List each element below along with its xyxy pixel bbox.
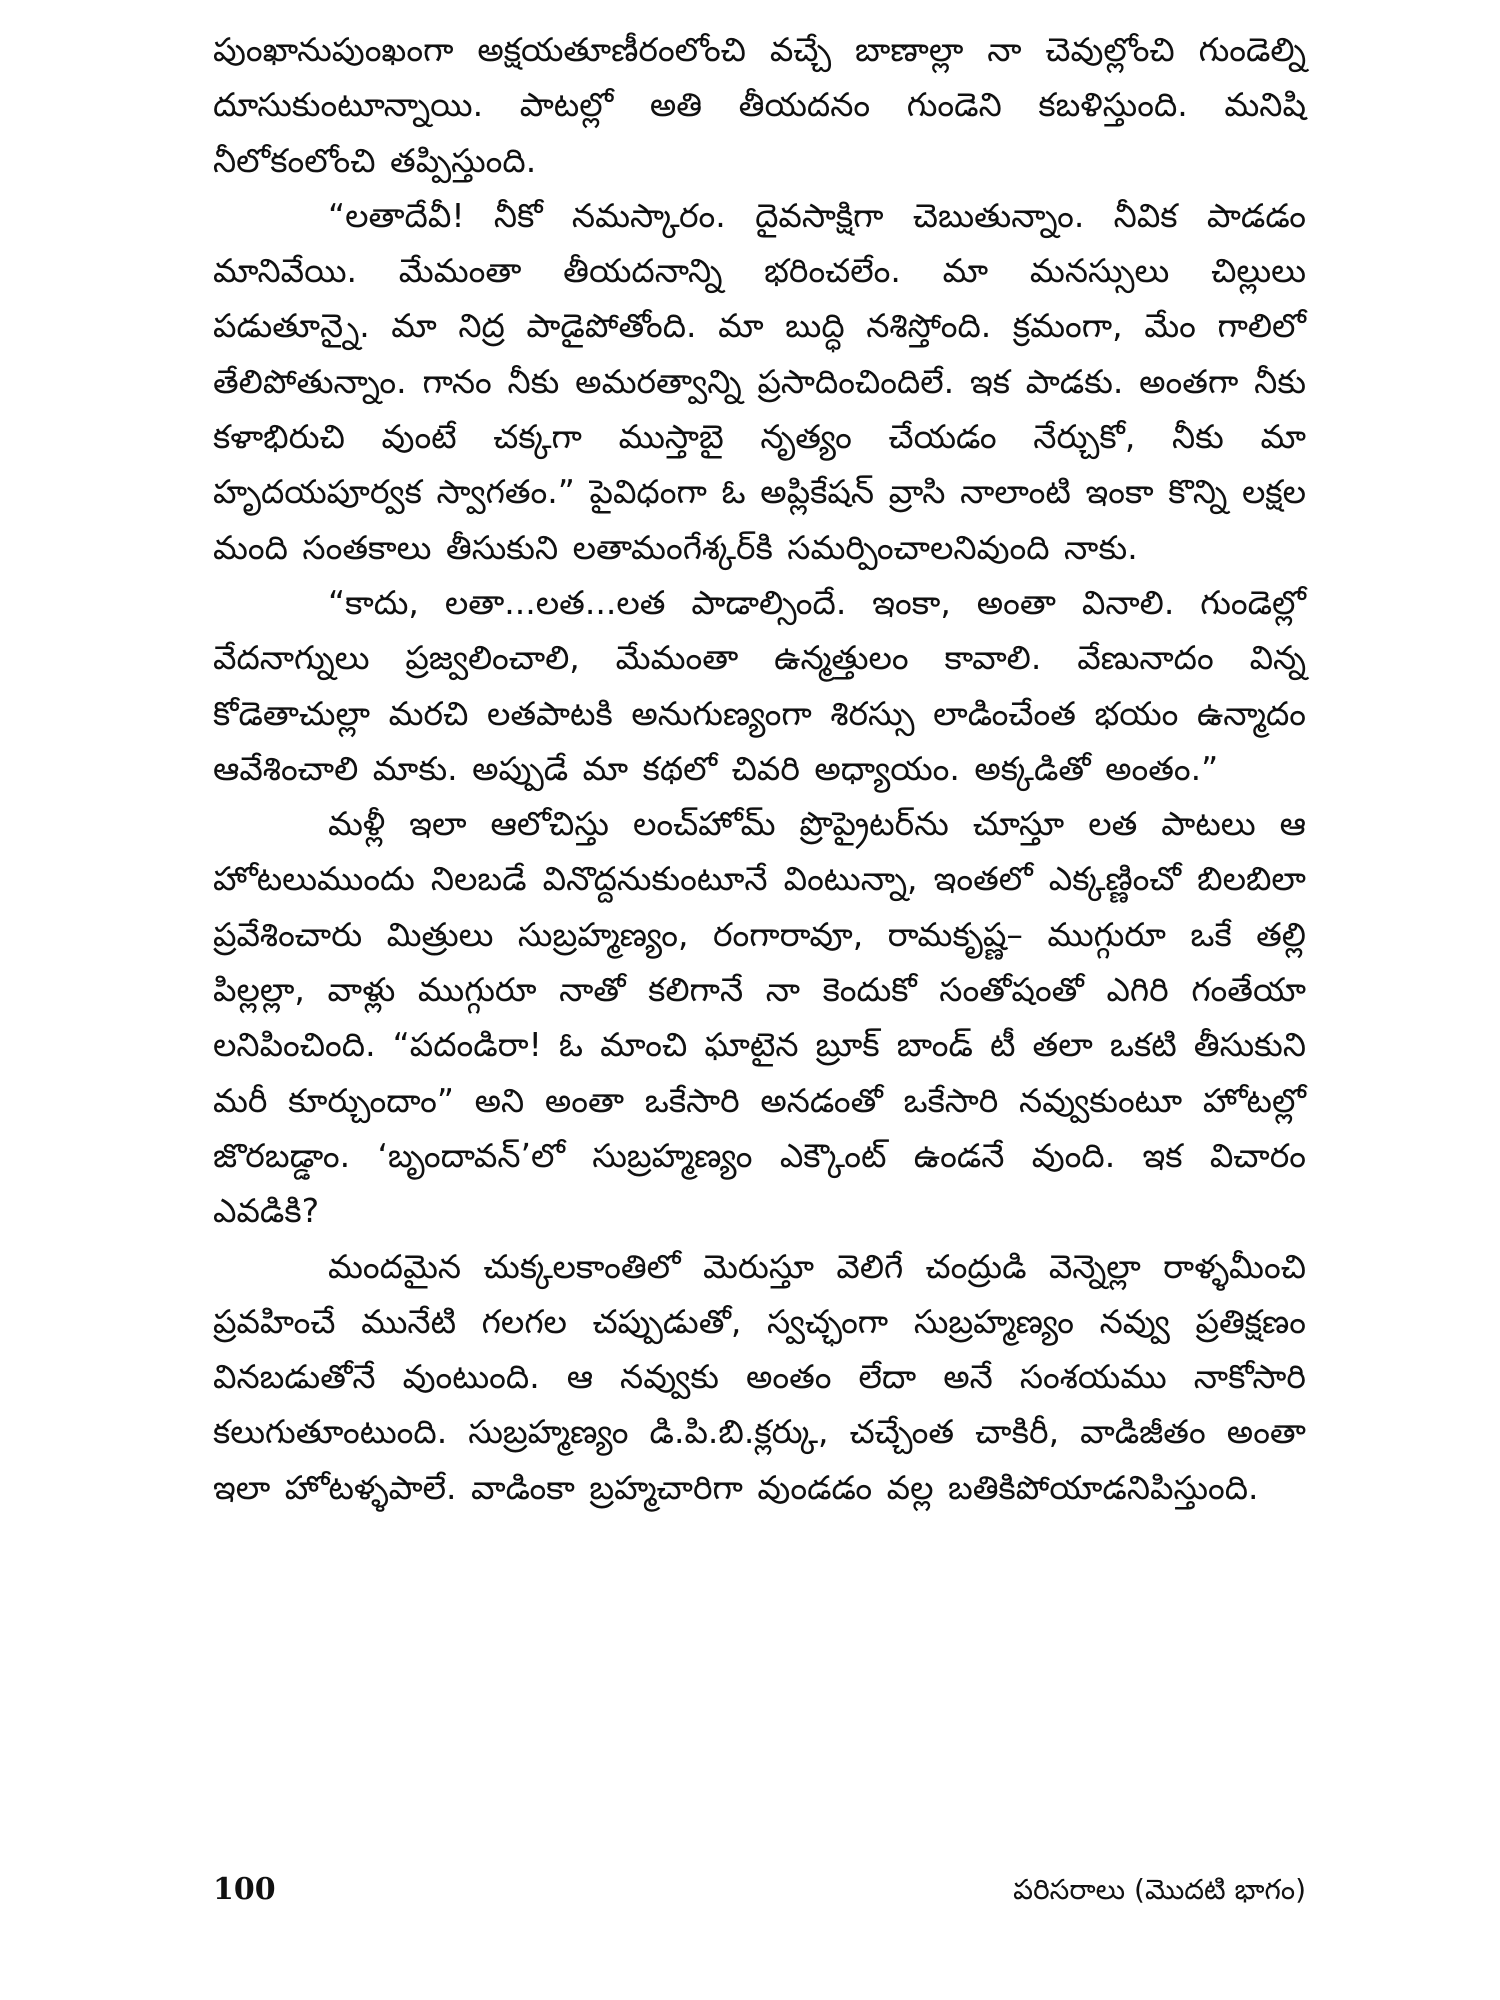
page-body bbox=[213, 22, 1306, 1952]
paragraph-5: మందమైన చుక్కలకాంతిలో మెరుస్తూ వెలిగే చంద్రుడి వెన్నెల్లా రాళ్ళమీంచి ప్రవహించే మునేటి గలగల చప్పుడుతో, స్వచ్ఛంగా సుబ్రహ్మణ్యం నవ్వు ప్రతిక్షణం వినబడుతోనే వుంటుంది. ఆ నవ్వుకు అంతం లేదా అనే సంశయము నాకోసారి కలుగుతూంటుంది. సుబ్రహ్మణ్యం డి.పి.బి.క్లర్కు, చచ్చేంత చాకిరీ, వాడిజీతం అంతా ఇలా హోటళ్ళపాలే. వాడింకా బ్రహ్మచారిగా వుండడం వల్ల బతికిపోయాడనిపిస్తుంది. bbox=[213, 1246, 1306, 1507]
page-footer bbox=[213, 1868, 1306, 1912]
paragraph-2: “లతాదేవీ! నీకో నమస్కారం. దైవసాక్షిగా చెబుతున్నాం. నీవిక పాడడం మానివేయి. మేమంతా తీయదనాన్ని భరించలేం. మా మనస్సులు చిల్లులు పడుతూన్నై. మా నిద్ర పాడైపోతోంది. మా బుద్ధి నశిస్తోంది. క్రమంగా, మేం గాలిలో తేలిపోతున్నాం. గానం నీకు అమరత్వాన్ని ప్రసాదించిందిలే. ఇక పాడకు. అంతగా నీకు కళాభిరుచి వుంటే చక్కగా ముస్తాబై నృత్యం చేయడం నేర్చుకో, నీకు మా హృదయపూర్వక స్వాగతం.” పైవిధంగా ఓ అప్లికేషన్ వ్రాసి నాలాంటి ఇంకా కొన్ని లక్షల మంది సంతకాలు తీసుకుని లతామంగేశ్కర్‌కి సమర్పించాలనివుంది నాకు. bbox=[213, 195, 1306, 567]
paragraph-1: పుంఖానుపుంఖంగా అక్షయతూణీరంలోంచి వచ్చే బాణాల్లా నా చెవుల్లోంచి గుండెల్ని దూసుకుంటూన్నాయి. పాటల్లో అతి తీయదనం గుండెని కబళిస్తుంది. మనిషి నీలోకంలోంచి తప్పిస్తుంది. bbox=[213, 30, 1306, 180]
paragraph-3: “కాదు, లతా...లత...లత పాడాల్సిందే. ఇంకా, అంతా వినాలి. గుండెల్లో వేదనాగ్నులు ప్రజ్వలించాలి, మేమంతా ఉన్మత్తులం కావాలి. వేణునాదం విన్న కోడెతాచుల్లా మరచి లతపాటకి అనుగుణ్యంగా శిరస్సు లాడించేంత భయం ఉన్మాదం ఆవేశించాలి మాకు. అప్పుడే మా కథలో చివరి అధ్యాయం. అక్కడితో అంతం.” bbox=[213, 582, 1306, 788]
page-number: 100 bbox=[213, 1872, 276, 1907]
paragraph-4: మళ్లీ ఇలా ఆలోచిస్తు లంచ్‌హోమ్ ప్రొప్రైటర్‌ను చూస్తూ లత పాటలు ఆ హోటలుముందు నిలబడే వినొద్దనుకుంటూనే వింటున్నా, ఇంతలో ఎక్కణ్ణించో బిలబిలా ప్రవేశించారు మిత్రులు సుబ్రహ్మణ్యం, రంగారావూ, రామకృష్ణ– ముగ్గురూ ఒకే తల్లి పిల్లల్లా, వాళ్లు ముగ్గురూ నాతో కలిగానే నా కెందుకో సంతోషంతో ఎగిరి గంతేయా లనిపించింది. “పదండిరా! ఓ మాంచి ఘాటైన బ్రూక్ బాండ్ టీ తలా ఒకటి తీసుకుని మరీ కూర్చుందాం” అని అంతా ఒకేసారి అనడంతో ఒకేసారి నవ్వుకుంటూ హోటల్లో జొరబడ్డాం. ‘బృందావన్’లో సుబ్రహ్మణ్యం ఎక్కౌంట్ ఉండనే వుంది. ఇక విచారం ఎవడికి? bbox=[213, 804, 1306, 1231]
running-title: పరిసరాలు (మొదటి భాగం) bbox=[1013, 1873, 1306, 1906]
